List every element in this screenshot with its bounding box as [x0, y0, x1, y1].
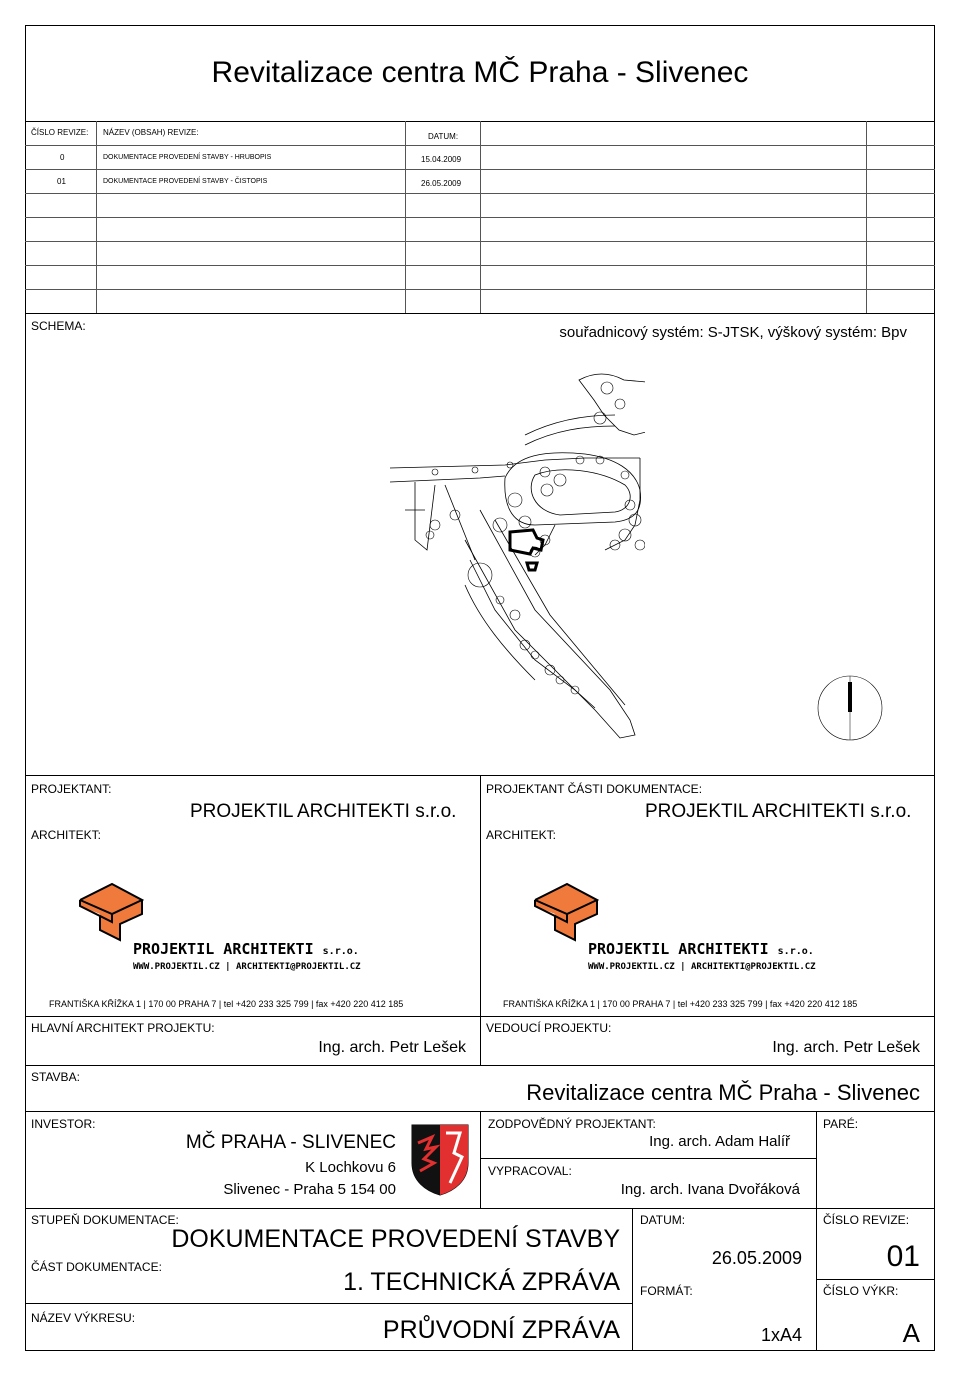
logo-name: PROJEKTIL ARCHITEKTI s.r.o.: [133, 940, 359, 958]
stupen-label: STUPEŇ DOKUMENTACE:: [31, 1213, 179, 1227]
cislo-revize-value: 01: [886, 1240, 920, 1273]
cislo-revize-label: ČÍSLO REVIZE:: [823, 1213, 910, 1227]
divider: [480, 1158, 816, 1159]
investor-street: K Lochkovu 6: [305, 1159, 396, 1176]
investor-label: INVESTOR:: [31, 1117, 96, 1131]
north-arrow-icon: [816, 674, 884, 742]
rev-number-header: ČÍSLO REVIZE:: [31, 128, 89, 137]
logo-web: WWW.PROJEKTIL.CZ | ARCHITEKTI@PROJEKTIL.CZ: [133, 962, 361, 972]
investor-city: Slivenec - Praha 5 154 00: [223, 1181, 396, 1198]
projektant-value: PROJEKTIL ARCHITEKTI s.r.o.: [190, 801, 457, 822]
rev-date: 15.04.2009: [421, 155, 462, 164]
architekt-label: ARCHITEKT:: [31, 828, 102, 842]
cislo-vykr-value: A: [902, 1318, 920, 1348]
nazev-label: NÁZEV VÝKRESU:: [31, 1311, 136, 1325]
hlavni-architekt-label: HLAVNÍ ARCHITEKT PROJEKTU:: [31, 1021, 215, 1035]
divider: [632, 1208, 633, 1351]
datum-label: DATUM:: [640, 1213, 686, 1227]
coat-of-arms-icon: [410, 1123, 470, 1197]
architekt-label: ARCHITEKT:: [486, 828, 557, 842]
divider: [25, 217, 935, 218]
zodpovedny-label: ZODPOVĚDNÝ PROJEKTANT:: [488, 1117, 656, 1131]
vypracoval-value: Ing. arch. Ivana Dvořáková: [620, 1181, 800, 1198]
investor-name: MČ PRAHA - SLIVENEC: [185, 1132, 396, 1153]
vypracoval-label: VYPRACOVAL:: [488, 1164, 572, 1178]
cast-value: 1. TECHNICKÁ ZPRÁVA: [343, 1268, 620, 1296]
divider: [25, 289, 935, 290]
divider: [816, 1111, 817, 1351]
zodpovedny-value: Ing. arch. Adam Halíř: [649, 1133, 790, 1150]
divider: [25, 169, 935, 170]
nazev-value: PRŮVODNÍ ZPRÁVA: [382, 1316, 620, 1344]
rev-date: 26.05.2009: [421, 179, 462, 188]
divider: [25, 1208, 935, 1209]
cislo-vykr-label: ČÍSLO VÝKR:: [823, 1284, 899, 1298]
vedouci-value: Ing. arch. Petr Lešek: [772, 1039, 920, 1056]
rev-name: DOKUMENTACE PROVEDENÍ STAVBY - HRUBOPIS: [103, 154, 272, 161]
format-value: 1xA4: [760, 1325, 802, 1345]
page-title: Revitalizace centra MČ Praha - Slivenec: [211, 56, 749, 89]
site-plan: [385, 360, 645, 740]
address: FRANTIŠKA KŘÍŽKA 1 | 170 00 PRAHA 7 | tel +420 233 325 799 | fax +420 220 412 185: [49, 999, 404, 1009]
rev-name: DOKUMENTACE PROVEDENÍ STAVBY - ČISTOPIS: [103, 178, 268, 185]
projektant-casti-value: PROJEKTIL ARCHITEKTI s.r.o.: [645, 801, 912, 822]
divider: [25, 145, 935, 146]
rev-date-header: DATUM:: [428, 132, 459, 141]
projektant-casti-label: PROJEKTANT ČÁSTI DOKUMENTACE:: [486, 782, 703, 796]
divider: [25, 265, 935, 266]
coordinate-system: souřadnicový systém: S-JTSK, výškový systém: Bpv: [559, 324, 907, 341]
datum-value: 26.05.2009: [711, 1248, 802, 1268]
projektil-logo-icon: [78, 878, 144, 944]
vedouci-label: VEDOUCÍ PROJEKTU:: [486, 1021, 612, 1035]
stavba-value: Revitalizace centra MČ Praha - Slivenec: [526, 1080, 920, 1105]
pare-label: PARÉ:: [823, 1117, 859, 1131]
rev-name-header: NÁZEV (OBSAH) REVIZE:: [103, 128, 199, 137]
projektant-label: PROJEKTANT:: [31, 782, 112, 796]
projektil-logo-icon: [533, 878, 599, 944]
rev-number: 0: [60, 153, 65, 162]
logo-web: WWW.PROJEKTIL.CZ | ARCHITEKTI@PROJEKTIL.CZ: [588, 962, 816, 972]
divider: [25, 193, 935, 194]
divider: [480, 775, 481, 1065]
divider: [480, 1111, 481, 1208]
address: FRANTIŠKA KŘÍŽKA 1 | 170 00 PRAHA 7 | tel +420 233 325 799 | fax +420 220 412 185: [503, 999, 858, 1009]
divider: [816, 1279, 935, 1280]
logo-name: PROJEKTIL ARCHITEKTI s.r.o.: [588, 940, 814, 958]
divider: [25, 1065, 935, 1066]
stavba-label: STAVBA:: [31, 1070, 80, 1084]
divider: [25, 1303, 632, 1304]
rev-number: 01: [57, 177, 66, 186]
divider: [25, 241, 935, 242]
divider: [25, 313, 935, 314]
divider: [25, 1016, 935, 1017]
schema-label: SCHEMA:: [31, 319, 86, 333]
cast-label: ČÁST DOKUMENTACE:: [31, 1260, 162, 1274]
stupen-value: DOKUMENTACE PROVEDENÍ STAVBY: [171, 1225, 620, 1253]
format-label: FORMÁT:: [640, 1284, 693, 1298]
hlavni-architekt-value: Ing. arch. Petr Lešek: [318, 1039, 466, 1056]
